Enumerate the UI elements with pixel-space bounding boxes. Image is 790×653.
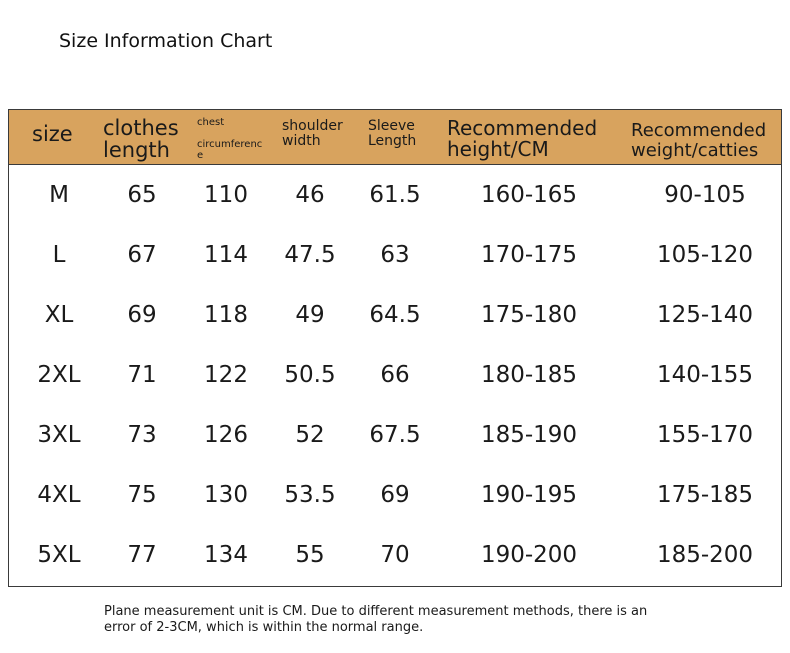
cell-chest: 130: [204, 482, 248, 508]
cell-weight: 105-120: [656, 242, 754, 268]
cell-sleeve: 64.5: [369, 302, 421, 328]
header-size: size: [32, 122, 73, 146]
cell-size: 5XL: [37, 542, 81, 568]
note-line-1: Plane measurement unit is CM. Due to different measurement methods, there is an: [104, 604, 648, 619]
cell-shoulder: 50.5: [284, 362, 336, 388]
cell-shoulder: 55: [295, 542, 325, 568]
cell-length: 67: [127, 242, 157, 268]
cell-weight: 125-140: [656, 302, 754, 328]
header-sleeve-length-line2: Length: [368, 133, 417, 149]
cell-size: 2XL: [37, 362, 81, 388]
header-chest: chest: [197, 117, 225, 128]
header-shoulder-width-line2: width: [282, 133, 321, 149]
cell-length: 71: [127, 362, 157, 388]
header-sleeve-length: [368, 119, 416, 149]
cell-sleeve: 61.5: [369, 182, 421, 208]
cell-chest: 114: [204, 242, 248, 268]
cell-sleeve: 66: [380, 362, 410, 388]
cell-height: 180-185: [480, 362, 578, 388]
cell-shoulder: 47.5: [284, 242, 336, 268]
cell-weight: 140-155: [656, 362, 754, 388]
header-circumference: circumference: [197, 139, 263, 161]
header-recommended-weight: [631, 121, 766, 161]
cell-height: 160-165: [480, 182, 578, 208]
table-row: [9, 525, 781, 585]
table-row: [9, 405, 781, 465]
cell-length: 65: [127, 182, 157, 208]
table-header: [9, 110, 781, 165]
cell-length: 69: [127, 302, 157, 328]
table-row: [9, 165, 781, 225]
size-chart-table: [8, 109, 782, 587]
header-shoulder-width: [282, 119, 343, 149]
cell-length: 75: [127, 482, 157, 508]
header-clothes-length-line1: clothes: [103, 116, 179, 140]
measurement-note: [104, 604, 704, 636]
header-recommended-height: [447, 118, 597, 160]
header-recommended-height-line1: Recommended: [447, 116, 598, 140]
cell-length: 77: [127, 542, 157, 568]
cell-sleeve: 69: [380, 482, 410, 508]
cell-sleeve: 70: [380, 542, 410, 568]
cell-length: 73: [127, 422, 157, 448]
cell-weight: 175-185: [656, 482, 754, 508]
cell-height: 175-180: [480, 302, 578, 328]
header-recommended-height-line2: height/CM: [447, 137, 549, 161]
header-sleeve-length-line1: Sleeve: [368, 118, 415, 134]
table-row: [9, 225, 781, 285]
cell-sleeve: 67.5: [369, 422, 421, 448]
table-row: [9, 285, 781, 345]
header-clothes-length: [103, 117, 179, 161]
cell-weight: 185-200: [656, 542, 754, 568]
header-recommended-weight-line1: Recommended: [631, 120, 767, 141]
cell-height: 190-195: [480, 482, 578, 508]
cell-size: L: [52, 242, 66, 268]
cell-shoulder: 53.5: [284, 482, 336, 508]
cell-height: 170-175: [480, 242, 578, 268]
cell-size: 3XL: [37, 422, 81, 448]
cell-size: 4XL: [37, 482, 81, 508]
cell-weight: 90-105: [664, 182, 746, 208]
cell-size: XL: [44, 302, 74, 328]
cell-shoulder: 49: [295, 302, 325, 328]
cell-chest: 122: [204, 362, 248, 388]
cell-weight: 155-170: [656, 422, 754, 448]
page-title: Size Information Chart: [59, 30, 273, 52]
table-row: [9, 465, 781, 525]
cell-height: 190-200: [480, 542, 578, 568]
cell-shoulder: 52: [295, 422, 325, 448]
cell-chest: 118: [204, 302, 248, 328]
cell-shoulder: 46: [295, 182, 325, 208]
cell-height: 185-190: [480, 422, 578, 448]
header-recommended-weight-line2: weight/catties: [631, 140, 759, 161]
cell-chest: 126: [204, 422, 248, 448]
cell-chest: 110: [204, 182, 248, 208]
cell-sleeve: 63: [380, 242, 410, 268]
cell-chest: 134: [204, 542, 248, 568]
note-line-2: error of 2-3CM, which is within the normal range.: [104, 620, 424, 635]
table-row: [9, 345, 781, 405]
header-clothes-length-line2: length: [103, 138, 170, 162]
header-shoulder-width-line1: shoulder: [282, 118, 343, 134]
cell-size: M: [49, 182, 69, 208]
